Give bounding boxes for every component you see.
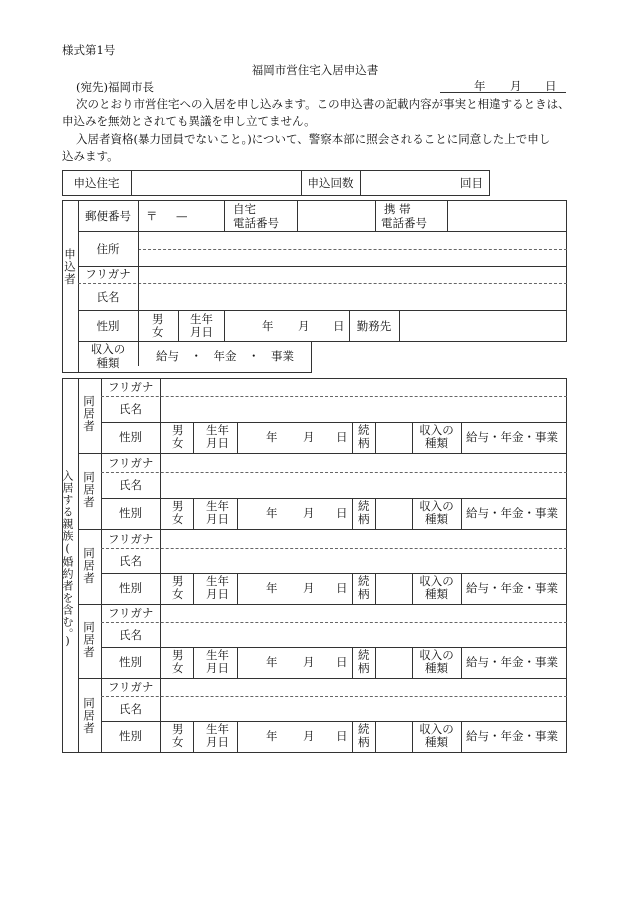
form-number: 様式第1号 (62, 43, 116, 57)
income-options[interactable]: 給与・年金・事業 (466, 729, 558, 743)
birth-month: 月 (303, 729, 315, 743)
birth-label-1: 生年 (190, 312, 213, 326)
member-label: 同居者 (82, 547, 96, 585)
birth-day: 日 (336, 655, 348, 669)
income-label-2: 種類 (425, 735, 448, 749)
name-field[interactable] (161, 531, 566, 572)
birth-year: 年 (266, 729, 278, 743)
gender-female[interactable]: 女 (152, 325, 164, 339)
gender-label: 性別 (119, 506, 142, 520)
furigana-label: フリガナ (108, 532, 154, 546)
gender-label: 性別 (96, 319, 120, 333)
home-phone-label-1: 自宅 (233, 202, 256, 216)
furigana-label: フリガナ (108, 606, 154, 620)
employer-field[interactable] (400, 311, 566, 341)
name-field[interactable] (161, 379, 566, 421)
gender-female[interactable]: 女 (172, 661, 184, 675)
addressee: (宛先)福岡市長 (76, 80, 154, 94)
name-label: 氏名 (96, 290, 120, 304)
birth-day: 日 (336, 581, 348, 595)
income-label-2: 種類 (96, 356, 120, 370)
gender-label: 性別 (119, 581, 142, 595)
birth-year: 年 (262, 319, 274, 333)
income-label-1: 収入の (419, 499, 454, 513)
income-options[interactable]: 給与・年金・事業 (466, 506, 558, 520)
furigana-label: フリガナ (85, 267, 131, 281)
intro-line-2: 申込みを無効とされても異議を申し立てません。 (62, 114, 316, 128)
birth-month: 月 (298, 319, 310, 333)
relation-field[interactable] (376, 574, 412, 604)
gender-female[interactable]: 女 (172, 735, 184, 749)
name-field[interactable] (161, 455, 566, 497)
name-field[interactable] (161, 605, 566, 646)
relation-field[interactable] (376, 499, 412, 529)
postal-dash: — (176, 209, 188, 223)
consent-line-1: 入居者資格(暴力団員でないこと。)について、警察本部に照会されることに同意した上で申し (76, 132, 551, 146)
birth-day: 日 (336, 506, 348, 520)
birth-month: 月 (303, 655, 315, 669)
birth-label-2: 月日 (206, 661, 229, 675)
birth-year: 年 (266, 655, 278, 669)
member-label: 同居者 (82, 395, 96, 433)
birth-year: 年 (266, 581, 278, 595)
gender-label: 性別 (119, 430, 142, 444)
gender-female[interactable]: 女 (172, 512, 184, 526)
count-unit: 回目 (460, 176, 483, 190)
member-label: 同居者 (82, 697, 96, 735)
birth-label-2: 月日 (206, 735, 229, 749)
birth-label-2: 月日 (206, 436, 229, 450)
income-label-1: 収入の (419, 423, 454, 437)
birth-label-1: 生年 (206, 574, 229, 588)
name-label: 氏名 (119, 402, 142, 416)
relation-label-1: 続 (358, 648, 370, 662)
relation-label-2: 柄 (358, 512, 370, 526)
relation-label-2: 柄 (358, 436, 370, 450)
gender-female[interactable]: 女 (172, 436, 184, 450)
consent-line-2: 込みます。 (62, 149, 119, 163)
furigana-label: フリガナ (108, 380, 154, 394)
housing-field[interactable] (132, 171, 301, 195)
mobile-field[interactable] (448, 201, 566, 231)
birth-label-2: 月日 (190, 325, 213, 339)
relation-label-1: 続 (358, 499, 370, 513)
birth-label-1: 生年 (206, 648, 229, 662)
income-label-2: 種類 (425, 587, 448, 601)
birth-label-1: 生年 (206, 499, 229, 513)
gender-male[interactable]: 男 (172, 499, 184, 513)
applicant-section-label: 申込者 (63, 248, 77, 286)
count-label: 申込回数 (307, 176, 354, 190)
income-label-1: 収入の (419, 648, 454, 662)
birth-month: 月 (303, 506, 315, 520)
mobile-label-2: 電話番号 (381, 216, 427, 230)
gender-male[interactable]: 男 (172, 722, 184, 736)
name-label: 氏名 (119, 628, 142, 642)
birth-label-2: 月日 (206, 512, 229, 526)
income-label-1: 収入の (90, 342, 126, 356)
gender-label: 性別 (119, 655, 142, 669)
home-phone-field[interactable] (298, 201, 375, 231)
gender-male[interactable]: 男 (152, 312, 164, 326)
postal-field[interactable] (139, 201, 224, 231)
relation-label-2: 柄 (358, 661, 370, 675)
income-label-1: 収入の (419, 574, 454, 588)
birth-month: 月 (303, 581, 315, 595)
name-field[interactable] (161, 679, 566, 720)
name-label: 氏名 (119, 702, 142, 716)
gender-male[interactable]: 男 (172, 423, 184, 437)
member-label: 同居者 (82, 621, 96, 659)
birth-label-1: 生年 (206, 423, 229, 437)
relation-field[interactable] (376, 648, 412, 678)
income-options[interactable]: 給与・年金・事業 (466, 430, 558, 444)
birth-label-2: 月日 (206, 587, 229, 601)
family-section-label: 入居する親族(婚約者を含む。) (61, 470, 74, 649)
income-label-2: 種類 (425, 512, 448, 526)
birth-month: 月 (303, 430, 315, 444)
postal-mark: 〒 (146, 209, 158, 223)
intro-line-1: 次のとおり市営住宅への入居を申し込みます。この申込書の記載内容が事実と相違するときは、 (76, 97, 570, 111)
employer-label: 勤務先 (356, 319, 392, 333)
relation-label-2: 柄 (358, 735, 370, 749)
date-month-label: 月 (510, 79, 522, 93)
income-label-2: 種類 (425, 661, 448, 675)
date-year-label: 年 (474, 79, 486, 93)
relation-label-2: 柄 (358, 587, 370, 601)
relation-label-1: 続 (358, 722, 370, 736)
name-label: 氏名 (119, 478, 142, 492)
date-day-label: 日 (545, 79, 557, 93)
income-label-2: 種類 (425, 436, 448, 450)
relation-field[interactable] (376, 423, 412, 453)
birth-label-1: 生年 (206, 722, 229, 736)
furigana-label: フリガナ (108, 680, 154, 694)
member-label: 同居者 (82, 471, 96, 509)
relation-label-1: 続 (358, 423, 370, 437)
birth-field[interactable] (225, 311, 349, 341)
furigana-label: フリガナ (108, 456, 154, 470)
housing-label: 申込住宅 (73, 176, 120, 190)
gender-male[interactable]: 男 (172, 574, 184, 588)
gender-male[interactable]: 男 (172, 648, 184, 662)
birth-year: 年 (266, 430, 278, 444)
relation-label-1: 続 (358, 574, 370, 588)
birth-day: 日 (336, 430, 348, 444)
income-options[interactable]: 給与 ・ 年金 ・ 事業 (156, 349, 294, 363)
name-field[interactable] (139, 284, 566, 310)
furigana-field[interactable] (139, 267, 566, 283)
mobile-label-1: 携 帯 (384, 202, 411, 216)
address-field[interactable] (139, 232, 566, 266)
gender-female[interactable]: 女 (172, 587, 184, 601)
income-options[interactable]: 給与・年金・事業 (466, 581, 558, 595)
birth-year: 年 (266, 506, 278, 520)
name-label: 氏名 (119, 554, 142, 568)
relation-field[interactable] (376, 722, 412, 752)
birth-day: 日 (333, 319, 345, 333)
income-label-1: 収入の (419, 722, 454, 736)
form-title: 福岡市営住宅入居申込書 (251, 63, 379, 77)
income-options[interactable]: 給与・年金・事業 (466, 655, 558, 669)
birth-day: 日 (336, 729, 348, 743)
gender-label: 性別 (119, 729, 142, 743)
address-label: 住所 (96, 242, 120, 256)
postal-label: 郵便番号 (85, 209, 131, 223)
home-phone-label-2: 電話番号 (233, 216, 279, 230)
